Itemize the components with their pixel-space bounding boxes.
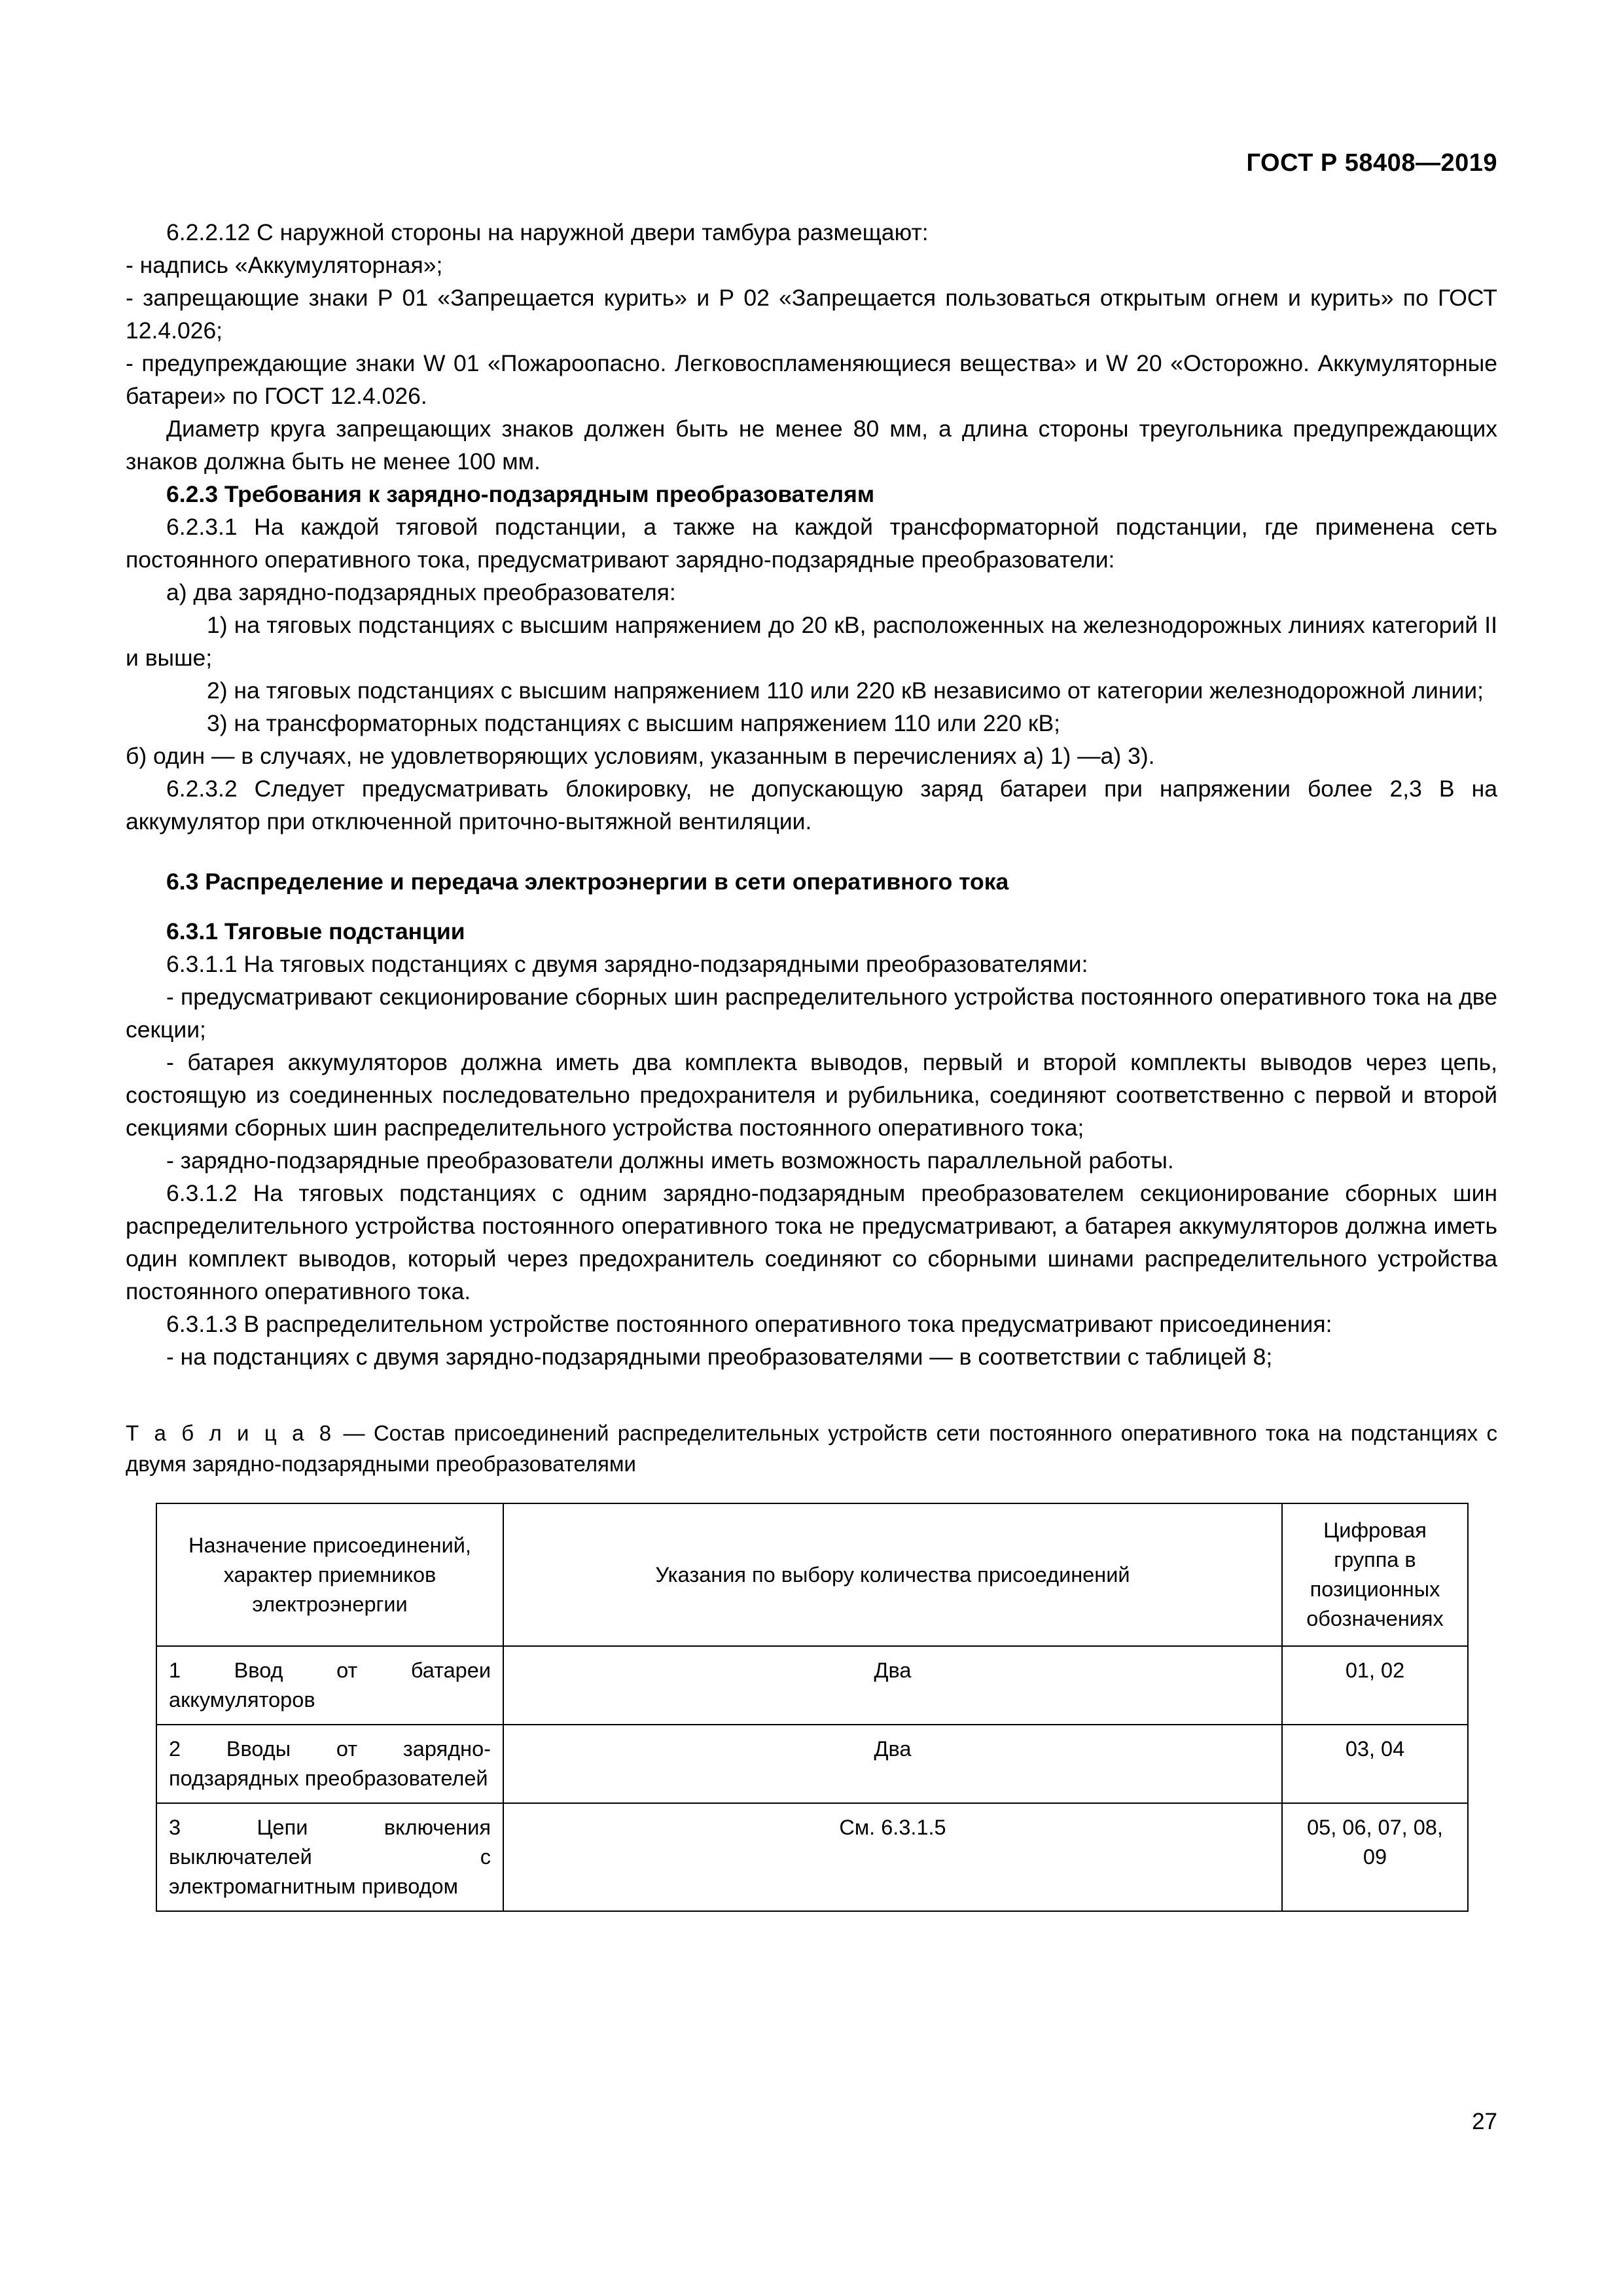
list-item-two-converters: - на подстанциях с двумя зарядно-подзарядными преобразователями — в соответствии с таблицей 8; — [166, 1344, 1273, 1370]
page-header-standard-number: ГОСТ Р 58408—2019 — [1246, 149, 1497, 177]
list-item-warning-signs: - предупреждающие знаки W 01 «Пожароопасно. Легковоспламеняющиеся вещества» и W 20 «Осторожно. Аккумуляторные батареи» по ГОСТ 12.4.026. — [126, 350, 1497, 409]
heading-6-3: 6.3 Распределение и передача электроэнергии в сети оперативного тока — [166, 869, 1009, 895]
table-row — [156, 1646, 1468, 1725]
cell-purpose: 2 Вводы от зарядно-подзарядных преобразователей — [156, 1725, 503, 1803]
cell-group: 03, 04 — [1282, 1725, 1468, 1803]
list-item-a-2: 2) на тяговых подстанциях с высшим напряжением 110 или 220 кВ независимо от категории железнодорожной линии; — [207, 677, 1484, 704]
paragraph-6-2-2-12: 6.2.2.12 С наружной стороны на наружной двери тамбура размещают: — [166, 219, 929, 245]
table-8-caption-label: Т а б л и ц а 8 — [126, 1421, 335, 1445]
cell-guidance: Два — [503, 1725, 1282, 1803]
list-item-a-3: 3) на трансформаторных подстанциях с высшим напряжением 110 или 220 кВ; — [207, 710, 1061, 736]
list-item-b: б) один — в случаях, не удовлетворяющих условиям, указанным в перечислениях а) 1) —а) 3). — [126, 743, 1155, 769]
table-row — [156, 1725, 1468, 1803]
paragraph-6-2-3-2: 6.2.3.2 Следует предусматривать блокировку, не допускающую заряд батареи при напряжении более 2,3 В на аккумулятор при отключенной приточно-вытяжной вентиляции. — [126, 776, 1497, 834]
page-number: 27 — [1472, 2109, 1497, 2134]
list-item-a-1: 1) на тяговых подстанциях с высшим напряжением до 20 кВ, расположенных на железнодорожных линиях категорий II и выше; — [126, 612, 1497, 671]
paragraph-sign-dimensions: Диаметр круга запрещающих знаков должен быть не менее 80 мм, а длина стороны треугольника предупреждающих знаков должна быть не менее 100 мм. — [126, 416, 1497, 475]
list-item-sectioning: - предусматривают секционирование сборных шин распределительного устройства постоянного оперативного тока на две секции; — [126, 984, 1497, 1043]
list-item-sign-label: - надпись «Аккумуляторная»; — [126, 252, 443, 278]
page-content — [126, 216, 1497, 1912]
list-item-parallel-operation: - зарядно-подзарядные преобразователи должны иметь возможность параллельной работы. — [166, 1147, 1174, 1174]
table-8-caption — [126, 1418, 1497, 1479]
table-8 — [156, 1503, 1469, 1912]
cell-purpose: 1 Ввод от батареи аккумуляторов — [156, 1646, 503, 1725]
table-8-caption-text: — Состав присоединений распределительных устройств сети постоянного оперативного тока на подстанциях с двумя зарядно-подзарядными преобразователями — [126, 1421, 1498, 1476]
list-item-battery-terminals: - батарея аккумуляторов должна иметь два комплекта выводов, первый и второй комплекты выводов через цепь, состоящую из соединенных последовательно предохранителя и рубильника, соединяют соответственно с первой и второй секциями сборных шин распределительного устройства постоянного оперативного тока; — [126, 1049, 1497, 1141]
column-header-group: Цифровая группа в позиционных обозначениях — [1282, 1503, 1468, 1646]
heading-6-3-1: 6.3.1 Тяговые подстанции — [166, 918, 465, 944]
cell-guidance: См. 6.3.1.5 — [503, 1803, 1282, 1911]
paragraph-6-3-1-3: 6.3.1.3 В распределительном устройстве постоянного оперативного тока предусматривают присоединения: — [166, 1311, 1332, 1337]
paragraph-6-3-1-2: 6.3.1.2 На тяговых подстанциях с одним зарядно-подзарядным преобразователем секционирование сборных шин распределительного устройства постоянного оперативного тока не предусматривают, а батарея аккумуляторов должна иметь один комплект выводов, который через предохранитель соединяют со сборными шинами распределительного устройства постоянного оперативного тока. — [126, 1180, 1497, 1304]
cell-group: 05, 06, 07, 08, 09 — [1282, 1803, 1468, 1911]
column-header-purpose: Назначение присоединений, характер приемников электроэнергии — [156, 1503, 503, 1646]
cell-group: 01, 02 — [1282, 1646, 1468, 1725]
paragraph-6-2-3-1: 6.2.3.1 На каждой тяговой подстанции, а также на каждой трансформаторной подстанции, где применена сеть постоянного оперативного тока, предусматривают зарядно-подзарядные преобразователи: — [126, 514, 1497, 573]
list-item-a: а) два зарядно-подзарядных преобразователя: — [166, 579, 676, 605]
table-row — [156, 1803, 1468, 1911]
cell-purpose: 3 Цепи включения выключателей с электромагнитным приводом — [156, 1803, 503, 1911]
table-header-row — [156, 1503, 1468, 1646]
heading-6-2-3: 6.2.3 Требования к зарядно-подзарядным преобразователям — [166, 481, 875, 507]
paragraph-6-3-1-1: 6.3.1.1 На тяговых подстанциях с двумя зарядно-подзарядными преобразователями: — [166, 951, 1088, 977]
cell-guidance: Два — [503, 1646, 1282, 1725]
list-item-prohibition-signs: - запрещающие знаки Р 01 «Запрещается курить» и Р 02 «Запрещается пользоваться открытым огнем и курить» по ГОСТ 12.4.026; — [126, 285, 1497, 344]
column-header-guidance: Указания по выбору количества присоединений — [503, 1503, 1282, 1646]
